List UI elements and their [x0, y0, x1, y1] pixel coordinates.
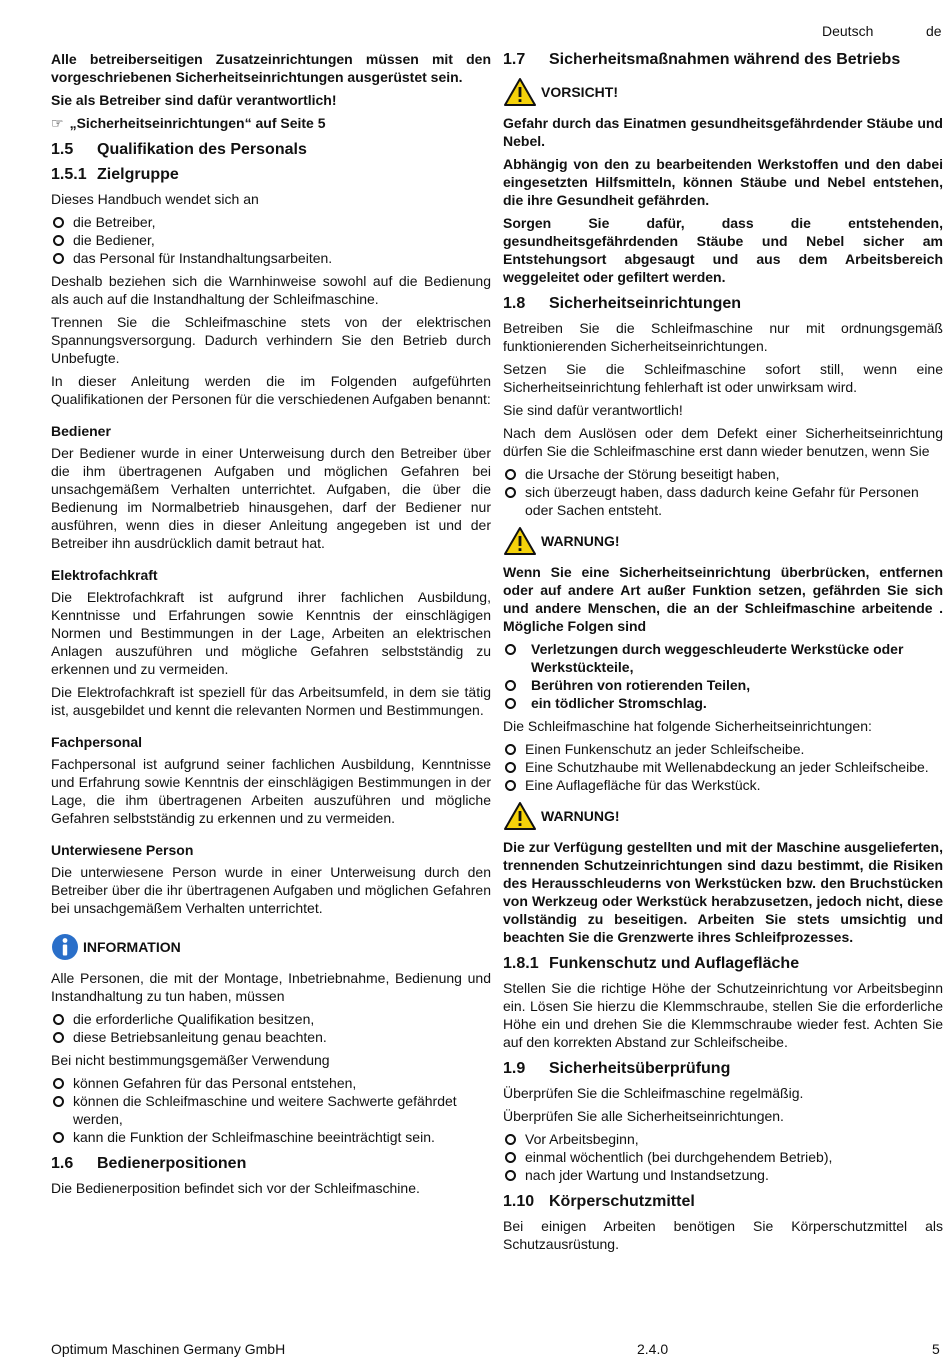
bullet-icon	[53, 235, 64, 246]
list-item: Einen Funkenschutz an jeder Schleifscheibe.	[503, 740, 943, 758]
paragraph: Die Elektrofachkraft ist speziell für das Arbeitsumfeld, in dem sie tätig ist, ausgebildet und kennt die relevanten Normen und Bestimmungen.	[51, 684, 491, 718]
section-heading-1-8: 1.8 Sicherheitseinrichtungen	[503, 295, 742, 312]
paragraph: Der Bediener wurde in einer Unterweisung durch den Betreiber über die ihm übertragenen Aufgaben und möglichen Gefahren bei unsachgemäßem Verhalten unterrichtet. Aufgaben, die über die Bedienung im Normalbetrieb hinausgehen, darf der Bediener nur ausführen, wenn dies in dieser Anleitung angegeben ist und der Betreiber ihn ausdrücklich damit betraut hat.	[51, 445, 491, 551]
section-heading-1-9: 1.9 Sicherheitsüberprüfung	[503, 1060, 731, 1077]
bullet-icon	[505, 698, 516, 709]
bullet-icon	[53, 1078, 64, 1089]
paragraph: Die Schleifmaschine hat folgende Sicherheitseinrichtungen:	[503, 718, 872, 734]
subheading-fachpersonal: Fachpersonal	[51, 734, 143, 750]
warning-triangle-icon	[503, 801, 537, 831]
list-item: nach jder Wartung und Instandsetzung.	[503, 1166, 943, 1184]
paragraph: Die Bedienerposition befindet sich vor der Schleifmaschine.	[51, 1180, 420, 1196]
subheading-elektrofachkraft: Elektrofachkraft	[51, 567, 158, 583]
bullet-icon	[505, 469, 516, 480]
misuse-list	[51, 1074, 491, 1146]
list-item: Verletzungen durch weggeschleuderte Werkstücke oder Werkstückteile,	[503, 640, 943, 676]
bullet-icon	[53, 217, 64, 228]
list-item: können die Schleifmaschine und weitere Sachwerte gefährdet werden,	[51, 1092, 491, 1128]
list-item: ein tödlicher Stromschlag.	[503, 694, 943, 712]
bullet-icon	[53, 1014, 64, 1025]
warning-triangle-icon	[503, 77, 537, 107]
paragraph: Betreiben Sie die Schleifmaschine nur mit ordnungsgemäß funktionierenden Sicherheitseinrichtungen.	[503, 320, 943, 354]
list-item: die Betreiber,	[51, 213, 491, 231]
pointing-hand-icon: ☞	[51, 115, 64, 131]
warning-triangle-icon	[503, 526, 537, 556]
paragraph: Überprüfen Sie die Schleifmaschine regelmäßig.	[503, 1085, 804, 1101]
intro-responsibility: Sie als Betreiber sind dafür verantwortlich!	[51, 92, 337, 108]
cross-reference[interactable]	[51, 114, 491, 132]
section-heading-1-5-1: 1.5.1 Zielgruppe	[51, 166, 179, 183]
audience-intro: Dieses Handbuch wendet sich an	[51, 191, 259, 207]
paragraph: Setzen Sie die Schleifmaschine sofort still, wenn eine Sicherheitseinrichtung fehlerhaft ist oder unwirksam wird.	[503, 361, 943, 395]
bullet-icon	[505, 1170, 516, 1181]
right-column	[503, 50, 943, 1258]
intro-paragraph: Alle betreiberseitigen Zusatzeinrichtungen müssen mit den vorgeschriebenen Sicherheitseinrichtungen ausgerüstet sein.	[51, 51, 491, 85]
paragraph: Die unterwiesene Person wurde in einer Unterweisung durch den Betreiber über die ihr übertragenen Aufgaben und möglichen Gefahren bei unsachgemäßem Verhalten unterrichtet.	[51, 864, 491, 916]
section-heading-1-6: 1.6 Bedienerpositionen	[51, 1155, 247, 1172]
paragraph: Die Elektrofachkraft ist aufgrund ihrer fachlichen Ausbildung, Kenntnisse und Erfahrungen sowie Kenntnis der einschlägigen Normen und Bestimmungen in der Lage, Arbeiten an elektrischen Anlagen auszuführen und mögliche Gefahren selbstständig zu erkennen und zu vermeiden.	[51, 589, 491, 677]
list-item: können Gefahren für das Personal entstehen,	[51, 1074, 491, 1092]
paragraph: Wenn Sie eine Sicherheitseinrichtung überbrücken, entfernen oder auf andere Art außer Funktion setzen, gefährden Sie sich und andere Menschen, die an der Schleifmaschine arbeitende . Mögliche Folgen sind	[503, 564, 943, 634]
bullet-icon	[53, 1096, 64, 1107]
list-item: sich überzeugt haben, dass dadurch keine Gefahr für Personen oder Sachen entsteht.	[503, 483, 943, 519]
inspection-schedule-list	[503, 1130, 943, 1184]
footer-page-number: 5	[932, 1341, 940, 1357]
paragraph: Die zur Verfügung gestellten und mit der Maschine ausgelieferten, trennenden Schutzeinrichtungen sind dazu bestimmt, die Risiken des Herausschleuderns von Werkstücken bzw. den Bruchstücken von Werkzeug oder Werkstück herabzusetzen, jedoch nicht, diese vollständig zu beseitigen. Arbeiten Sie stets umsichtig und beachten Sie die Grenzwerte ihres Schleifprozesses.	[503, 839, 943, 945]
bullet-icon	[505, 644, 516, 655]
paragraph: Sorgen Sie dafür, dass die entstehenden, gesundheitsgefährdenden Stäube und Nebel sicher am Entstehungsort abgesaugt und aus dem Arbeitsbereich weggeleitet oder gefiltert werden.	[503, 215, 943, 285]
list-item: das Personal für Instandhaltungsarbeiten.	[51, 249, 491, 267]
bullet-icon	[53, 1032, 64, 1043]
list-item: diese Betriebsanleitung genau beachten.	[51, 1028, 491, 1046]
bullet-icon	[53, 253, 64, 264]
left-column	[51, 50, 491, 1202]
list-item: einmal wöchentlich (bei durchgehendem Betrieb),	[503, 1148, 943, 1166]
bullet-icon	[505, 680, 516, 691]
paragraph: Abhängig von den zu bearbeitenden Werkstoffen und den dabei eingesetzten Hilfsmitteln, können Stäube und Nebel entstehen, die ihre Gesundheit gefährden.	[503, 156, 943, 208]
warning-notice-2	[503, 800, 943, 832]
list-item: die Bediener,	[51, 231, 491, 249]
consequences-list	[503, 640, 943, 712]
list-item: Eine Auflagefläche für das Werkstück.	[503, 776, 943, 794]
paragraph: Überprüfen Sie alle Sicherheitseinrichtungen.	[503, 1108, 784, 1124]
bullet-icon	[505, 487, 516, 498]
section-heading-1-8-1: 1.8.1 Funkenschutz und Auflagefläche	[503, 955, 800, 972]
paragraph: In dieser Anleitung werden die im Folgenden aufgeführten Qualifikationen der Personen für die verschiedenen Aufgaben benannt:	[51, 373, 491, 407]
bullet-icon	[505, 762, 516, 773]
bullet-icon	[505, 1134, 516, 1145]
paragraph: Sie sind dafür verantwortlich!	[503, 402, 683, 418]
section-heading-1-7: 1.7 Sicherheitsmaßnahmen während des Betriebs	[503, 51, 901, 68]
paragraph: Bei nicht bestimmungsgemäßer Verwendung	[51, 1052, 330, 1068]
info-icon	[51, 933, 79, 961]
header-language: Deutsch	[822, 23, 874, 39]
list-item: Vor Arbeitsbeginn,	[503, 1130, 943, 1148]
list-item: die Ursache der Störung beseitigt haben,	[503, 465, 943, 483]
warning-notice-1	[503, 525, 943, 557]
information-label: INFORMATION	[83, 939, 181, 955]
paragraph: Trennen Sie die Schleifmaschine stets von der elektrischen Spannungsversorgung. Dadurch verhindern Sie den Betrieb durch Unbefugte.	[51, 314, 491, 366]
footer-company: Optimum Maschinen Germany GmbH	[51, 1341, 286, 1357]
paragraph: Alle Personen, die mit der Montage, Inbetriebnahme, Bedienung und Instandhaltung zu tun haben, müssen	[51, 970, 491, 1004]
subheading-bediener: Bediener	[51, 423, 111, 439]
warning-label: WARNUNG!	[541, 808, 620, 824]
caution-notice	[503, 76, 943, 108]
list-item: Eine Schutzhaube mit Wellenabdeckung an jeder Schleifscheibe.	[503, 758, 943, 776]
caution-label: VORSICHT!	[541, 84, 618, 100]
restart-conditions-list	[503, 465, 943, 519]
footer-version: 2.4.0	[637, 1341, 669, 1357]
list-item: kann die Funktion der Schleifmaschine beeinträchtigt sein.	[51, 1128, 491, 1146]
paragraph: Bei einigen Arbeiten benötigen Sie Körperschutzmittel als Schutzausrüstung.	[503, 1218, 943, 1252]
section-heading-1-5: 1.5 Qualifikation des Personals	[51, 141, 307, 158]
bullet-icon	[505, 744, 516, 755]
information-notice	[51, 931, 491, 963]
section-heading-1-10: 1.10 Körperschutzmittel	[503, 1193, 695, 1210]
information-list	[51, 1010, 491, 1046]
bullet-icon	[53, 1132, 64, 1143]
audience-list	[51, 213, 491, 267]
header-lang-code: de	[926, 23, 942, 39]
safety-devices-list	[503, 740, 943, 794]
paragraph: Deshalb beziehen sich die Warnhinweise sowohl auf die Bedienung als auch auf die Instandhaltung der Schleifmaschine.	[51, 273, 491, 307]
paragraph: Stellen Sie die richtige Höhe der Schutzeinrichtung vor Arbeitsbeginn ein. Lösen Sie hierzu die Klemmschraube, stellen Sie die erforderliche Höhe ein und drehen Sie die Klemmschraube wieder fest. Achten Sie auf den korrekten Abstand zur Schleifscheibe.	[503, 980, 943, 1050]
cross-reference-text: „Sicherheitseinrichtungen“ auf Seite 5	[69, 115, 326, 131]
warning-label: WARNUNG!	[541, 533, 620, 549]
paragraph: Fachpersonal ist aufgrund seiner fachlichen Ausbildung, Kenntnisse und Erfahrung sowie Kenntnis der einschlägigen Bestimmungen in der Lage, die ihm übertragenen Arbeiten auszuführen und mögliche Gefahren selbstständig zu erkennen und zu vermeiden.	[51, 756, 491, 826]
subheading-unterwiesene-person: Unterwiesene Person	[51, 842, 194, 858]
paragraph: Gefahr durch das Einatmen gesundheitsgefährdender Stäube und Nebel.	[503, 115, 943, 149]
list-item: die erforderliche Qualifikation besitzen,	[51, 1010, 491, 1028]
bullet-icon	[505, 1152, 516, 1163]
list-item: Berühren von rotierenden Teilen,	[503, 676, 943, 694]
paragraph: Nach dem Auslösen oder dem Defekt einer Sicherheitseinrichtung dürfen Sie die Schleifmaschine erst dann wieder benutzen, wenn Sie	[503, 425, 943, 459]
bullet-icon	[505, 780, 516, 791]
